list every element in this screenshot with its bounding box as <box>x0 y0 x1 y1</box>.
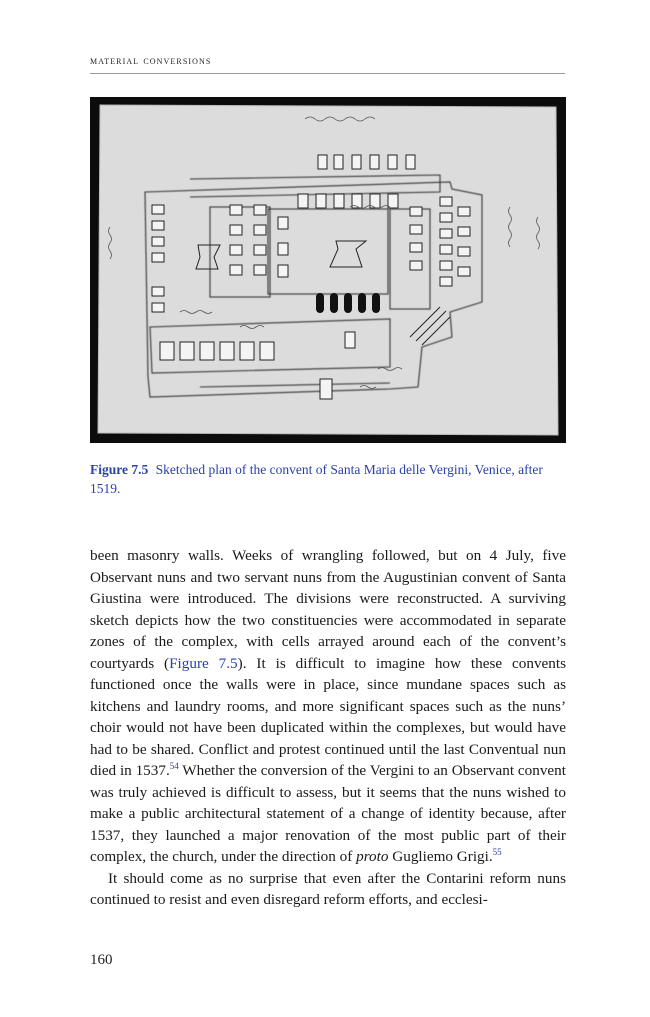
caption-text: Sketched plan of the convent of Santa Maria delle Vergini, Venice, after 1519. <box>90 462 543 496</box>
paragraph-1 <box>90 545 566 868</box>
paragraph-1-text-d: Gugliemo Grigi. <box>388 848 493 865</box>
figure-image <box>90 97 566 443</box>
body-text <box>90 545 566 911</box>
figure-label: Figure 7.5 <box>90 462 149 477</box>
paragraph-1-text-a: been masonry walls. Weeks of wrangling followed, but on 4 July, five Observant nuns and two servant nuns from the Augustinian convent of Santa Giustina were introduced. The divisions were reconstructed. A surviving sketch depicts how the two constituencies were accommodated in separate zones of the complex, with cells arrayed around each of the convent’s courtyards ( <box>90 547 566 672</box>
paragraph-1-text-c: Whether the conversion of the Vergini to an Observant convent was truly achieved is difficult to assess, but it seems that the nuns wished to make a public architectural statement of a change of identity because, after 1537, they launched a major renovation of the most public part of their complex, the church, under the direction of <box>90 762 566 865</box>
paragraph-2: It should come as no surprise that even after the Contarini reform nuns continued to resist and even disregard reform efforts, and ecclesi- <box>90 869 566 908</box>
figure-caption <box>90 460 565 498</box>
footnote-55-link[interactable]: 55 <box>492 847 502 857</box>
convent-plan-sketch <box>90 97 566 443</box>
footnote-54-link[interactable]: 54 <box>169 761 179 771</box>
paragraph-1-text-b: ). It is difficult to imagine how these convents functioned once the walls were in place, since mundane spaces such as kitchens and laundry rooms, and more significant spaces such as the nuns’ choir would not have been duplicated within the complexes, but would have had to be shared. Conflict and protest continued until the last Conventual nun died in 1537. <box>90 654 566 779</box>
figure-reference-link[interactable]: Figure 7.5 <box>169 654 238 672</box>
proto-italic: proto <box>356 848 389 865</box>
page-number: 160 <box>90 952 113 968</box>
running-head: material conversions <box>90 53 212 67</box>
header-rule <box>90 73 565 74</box>
